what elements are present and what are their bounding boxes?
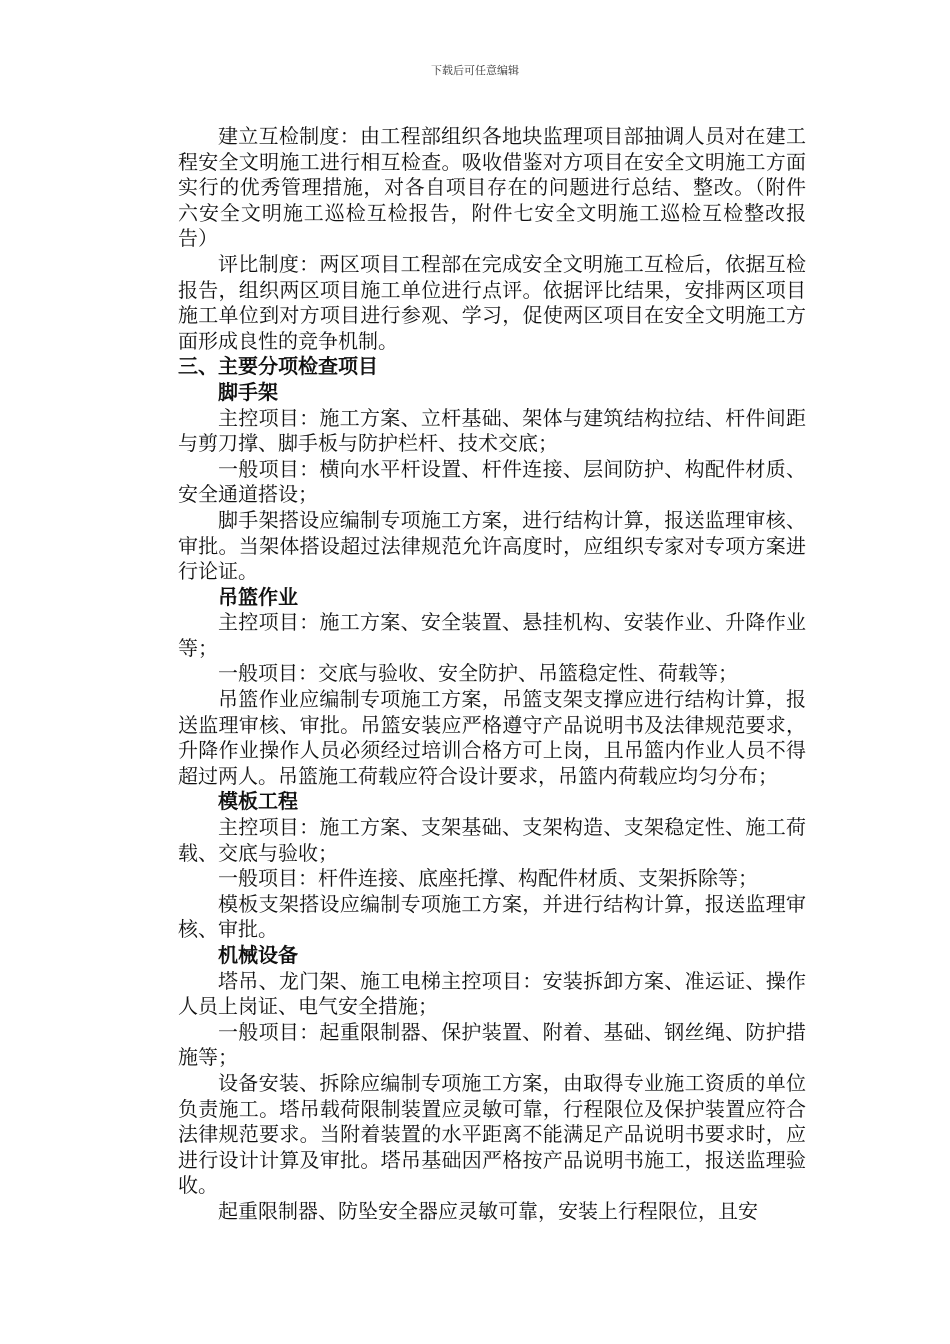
paragraph: 模板支架搭设应编制专项施工方案，并进行结构计算，报送监理审核、审批。 <box>178 891 806 942</box>
document-body <box>178 124 806 1225</box>
paragraph: 起重限制器、防坠安全器应灵敏可靠，安装上行程限位，且安 <box>218 1198 758 1223</box>
paragraph: 吊篮作业应编制专项施工方案，吊篮支架支撑应进行结构计算，报送监理审核、审批。吊篮安装应严格遵守产品说明书及法律规范要求，升降作业操作人员必须经过培训合格方可上岗，且吊篮内作业人员不得超过两人。吊篮施工荷载应符合设计要求，吊篮内荷载应均匀分布； <box>178 687 806 788</box>
paragraph: 塔吊、龙门架、施工电梯主控项目：安装拆卸方案、准运证、操作人员上岗证、电气安全措施； <box>178 968 806 1019</box>
subsection-heading: 机械设备 <box>218 943 298 967</box>
subsection-heading: 模板工程 <box>218 789 298 814</box>
paragraph: 评比制度：两区项目工程部在完成安全文明施工互检后，依据互检报告，组织两区项目施工单位进行点评。依据评比结果，安排两区项目施工单位到对方项目进行参观、学习，促使两区项目在安全文明施工方面形成良性的竞争机制。 <box>178 251 806 353</box>
subsection-heading: 脚手架 <box>218 379 278 404</box>
section-heading: 三、主要分项检查项目 <box>178 354 378 379</box>
paragraph: 一般项目：交底与验收、安全防护、吊篮稳定性、荷载等； <box>218 661 738 686</box>
paragraph: 一般项目：横向水平杆设置、杆件连接、层间防护、构配件材质、安全通道搭设； <box>178 456 806 507</box>
paragraph: 主控项目：施工方案、立杆基础、架体与建筑结构拉结、杆件间距与剪刀撑、脚手板与防护栏杆、技术交底； <box>178 405 806 456</box>
paragraph: 主控项目：施工方案、支架基础、支架构造、支架稳定性、施工荷载、交底与验收； <box>178 815 806 865</box>
page-header: 下载后可任意编辑 <box>431 64 519 77</box>
paragraph: 设备安装、拆除应编制专项施工方案，由取得专业施工资质的单位负责施工。塔吊载荷限制装置应灵敏可靠，行程限位及保护装置应符合法律规范要求。当附着装置的水平距离不能满足产品说明书要求时，应进行设计计算及审批。塔吊基础因严格按产品说明书施工，报送监理验收。 <box>178 1070 806 1198</box>
paragraph: 一般项目：起重限制器、保护装置、附着、基础、钢丝绳、防护措施等； <box>178 1019 806 1070</box>
subsection-heading: 吊篮作业 <box>218 584 298 609</box>
paragraph: 脚手架搭设应编制专项施工方案，进行结构计算，报送监理审核、审批。当架体搭设超过法律规范允许高度时，应组织专家对专项方案进行论证。 <box>178 507 806 584</box>
paragraph: 建立互检制度：由工程部组织各地块监理项目部抽调人员对在建工程安全文明施工进行相互检查。吸收借鉴对方项目在安全文明施工方面实行的优秀管理措施，对各自项目存在的问题进行总结、整改。（附件六安全文明施工巡检互检报告，附件七安全文明施工巡检互检整改报告） <box>178 124 806 251</box>
paragraph: 一般项目：杆件连接、底座托撑、构配件材质、支架拆除等； <box>218 866 758 891</box>
paragraph: 主控项目：施工方案、安全装置、悬挂机构、安装作业、升降作业等； <box>178 610 806 660</box>
